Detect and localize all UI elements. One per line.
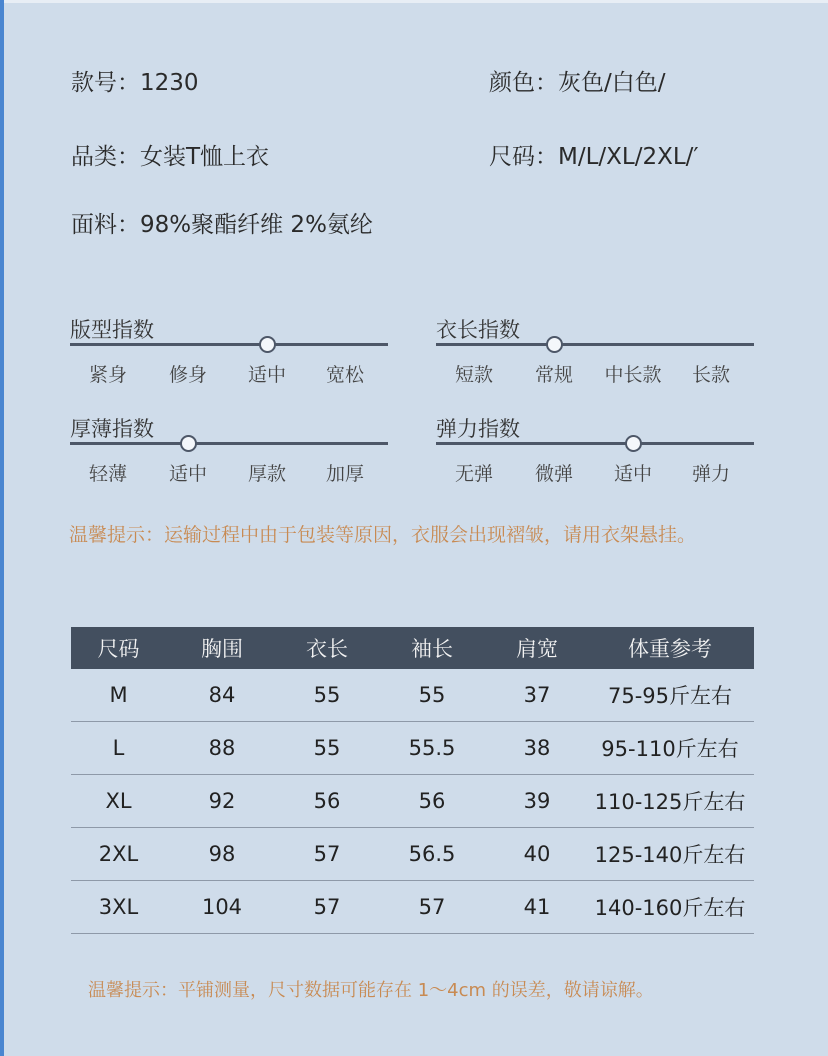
table-cell: M	[71, 669, 166, 722]
fit-option: 适中	[247, 364, 286, 386]
elastic-option: 弹力	[691, 463, 730, 485]
table-cell: 140-160斤左右	[586, 881, 754, 934]
top-edge	[0, 0, 828, 3]
thickness-gauge-track	[70, 442, 388, 445]
header-bust: 胸围	[166, 627, 278, 669]
thickness-option: 适中	[168, 463, 207, 485]
measurement-tip: 温馨提示：平铺测量，尺寸数据可能存在 1～4cm 的误差，敬请谅解。	[88, 980, 654, 1001]
table-cell: 41	[488, 881, 586, 934]
table-cell: 37	[488, 669, 586, 722]
thickness-gauge-title: 厚薄指数	[70, 417, 154, 441]
table-row	[71, 775, 754, 828]
category-info: 品类：女装T恤上衣	[71, 144, 270, 170]
table-cell: 55	[376, 669, 488, 722]
elastic-option: 无弹	[454, 463, 493, 485]
elastic-gauge-track	[436, 442, 754, 445]
table-cell: 3XL	[71, 881, 166, 934]
header-sleeve: 袖长	[376, 627, 488, 669]
table-header-row	[71, 627, 754, 669]
size-info: 尺码：M/L/XL/2XL/′	[489, 144, 699, 170]
table-cell: 56.5	[376, 828, 488, 881]
table-cell: 38	[488, 722, 586, 775]
length-gauge-track	[436, 343, 754, 346]
table-cell: 95-110斤左右	[586, 722, 754, 775]
table-cell: 57	[376, 881, 488, 934]
table-cell: 125-140斤左右	[586, 828, 754, 881]
table-cell: 92	[166, 775, 278, 828]
table-cell: 104	[166, 881, 278, 934]
shipping-tip: 温馨提示：运输过程中由于包装等原因，衣服会出现褶皱，请用衣架悬挂。	[69, 524, 697, 546]
thickness-option: 加厚	[325, 463, 364, 485]
length-gauge	[436, 314, 754, 404]
fit-gauge-title: 版型指数	[70, 318, 154, 342]
fit-option: 宽松	[325, 364, 364, 386]
table-cell: 57	[278, 828, 376, 881]
fit-option: 紧身	[88, 364, 127, 386]
table-cell: 110-125斤左右	[586, 775, 754, 828]
table-cell: 55	[278, 669, 376, 722]
elastic-gauge	[436, 413, 754, 503]
table-row	[71, 828, 754, 881]
elastic-option: 微弹	[534, 463, 573, 485]
fit-gauge	[70, 314, 388, 404]
thickness-gauge	[70, 413, 388, 503]
table-cell: 56	[278, 775, 376, 828]
left-edge-bar	[0, 0, 4, 1056]
table-cell: 2XL	[71, 828, 166, 881]
length-option: 短款	[454, 364, 493, 386]
table-cell: 98	[166, 828, 278, 881]
length-option: 常规	[534, 364, 573, 386]
thickness-option: 轻薄	[88, 463, 127, 485]
table-row	[71, 881, 754, 934]
fit-gauge-track	[70, 343, 388, 346]
header-weight: 体重参考	[586, 627, 754, 669]
fit-gauge-marker	[259, 336, 276, 353]
thickness-gauge-marker	[180, 435, 197, 452]
thickness-option: 厚款	[247, 463, 286, 485]
length-gauge-title: 衣长指数	[436, 318, 520, 342]
style-number: 款号：1230	[71, 70, 199, 96]
header-shoulder: 肩宽	[488, 627, 586, 669]
color-info: 颜色：灰色/白色/	[489, 70, 666, 96]
length-gauge-marker	[546, 336, 563, 353]
elastic-gauge-title: 弹力指数	[436, 417, 520, 441]
length-option: 长款	[691, 364, 730, 386]
table-cell: 88	[166, 722, 278, 775]
table-row	[71, 669, 754, 722]
table-cell: XL	[71, 775, 166, 828]
table-row	[71, 722, 754, 775]
fit-option: 修身	[168, 364, 207, 386]
table-cell: 40	[488, 828, 586, 881]
table-cell: 55	[278, 722, 376, 775]
header-length: 衣长	[278, 627, 376, 669]
table-cell: 84	[166, 669, 278, 722]
elastic-gauge-marker	[625, 435, 642, 452]
table-cell: 75-95斤左右	[586, 669, 754, 722]
size-table	[71, 627, 754, 934]
table-cell: 57	[278, 881, 376, 934]
table-cell: L	[71, 722, 166, 775]
fabric-info: 面料：98%聚酯纤维 2%氨纶	[71, 212, 373, 238]
table-cell: 56	[376, 775, 488, 828]
length-option: 中长款	[604, 364, 662, 386]
table-cell: 39	[488, 775, 586, 828]
elastic-option: 适中	[613, 463, 652, 485]
header-size: 尺码	[71, 627, 166, 669]
table-cell: 55.5	[376, 722, 488, 775]
